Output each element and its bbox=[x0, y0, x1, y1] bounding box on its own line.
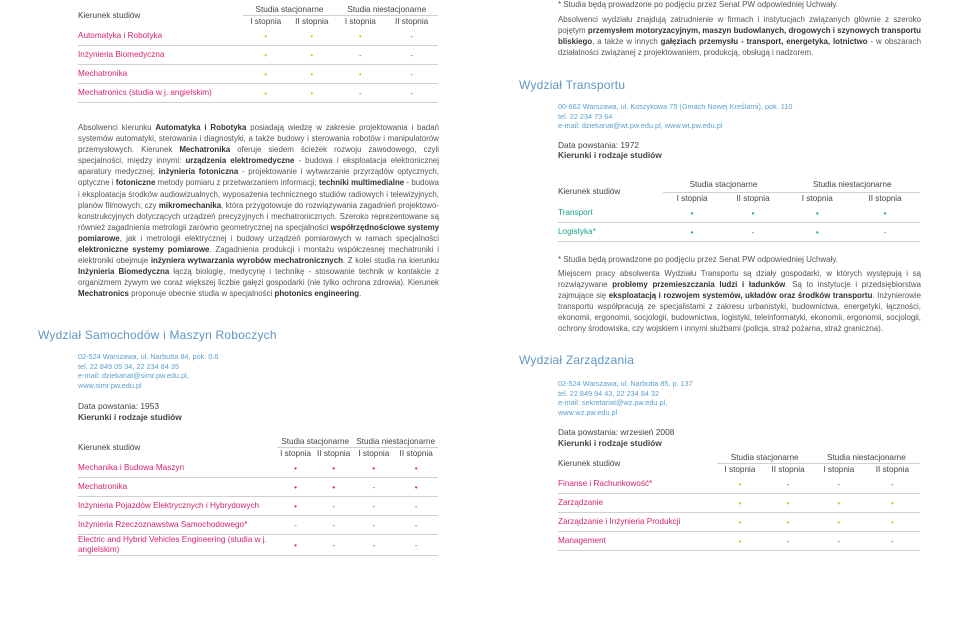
availability-mark: - bbox=[336, 46, 386, 65]
programs-heading: Kierunki i rodzaje studiów bbox=[78, 411, 182, 422]
table-row bbox=[558, 532, 920, 551]
kierunek-header: Kierunek studiów bbox=[558, 459, 621, 468]
table-row bbox=[78, 84, 438, 103]
stopien-header: I stopnia bbox=[250, 17, 282, 26]
stacjonarne-header: Studia stacjonarne bbox=[663, 178, 785, 192]
table-simr-programs bbox=[78, 436, 438, 556]
availability-mark: - bbox=[385, 84, 438, 103]
availability-mark: - bbox=[277, 516, 314, 535]
faculty-title-transport: Wydział Transportu bbox=[519, 78, 626, 92]
availability-mark: • bbox=[717, 513, 764, 532]
table-row bbox=[78, 459, 438, 478]
availability-mark: - bbox=[722, 223, 785, 242]
faculty-info-simr bbox=[78, 352, 438, 422]
stopien-header: II stopnia bbox=[295, 17, 329, 26]
availability-mark: • bbox=[717, 494, 764, 513]
availability-mark: • bbox=[722, 204, 785, 223]
availability-mark: • bbox=[865, 513, 920, 532]
niestacjonarne-header: Studia niestacjonarne bbox=[813, 452, 920, 464]
availability-mark: • bbox=[243, 27, 288, 46]
availability-mark: • bbox=[243, 84, 288, 103]
availability-mark: - bbox=[813, 532, 865, 551]
availability-mark: - bbox=[385, 65, 438, 84]
table-row bbox=[78, 65, 438, 84]
stopien-header: II stopnia bbox=[868, 193, 902, 203]
availability-mark: • bbox=[663, 204, 722, 223]
founding-date: Data powstania: wrzesień 2008 bbox=[558, 427, 675, 438]
availability-mark: • bbox=[394, 459, 438, 478]
table-row bbox=[78, 478, 438, 497]
availability-mark: • bbox=[314, 459, 353, 478]
availability-mark: - bbox=[353, 497, 394, 516]
niestacjonarne-header: Studia niestacjonarne bbox=[784, 178, 920, 192]
niestacjonarne-header: Studia niestacjonarne bbox=[336, 4, 439, 16]
table-row bbox=[558, 494, 920, 513]
availability-mark: • bbox=[277, 478, 314, 497]
stacjonarne-header: Studia stacjonarne bbox=[243, 4, 335, 16]
program-name: Inżynieria Rzeczoznawstwa Samochodowego* bbox=[78, 516, 277, 535]
stopien-header: I stopnia bbox=[358, 449, 390, 458]
program-name: Electric and Hybrid Vehicles Engineering (studia w j. angielskim) bbox=[78, 535, 277, 556]
availability-mark: • bbox=[663, 223, 722, 242]
simr-graduates-description: Absolwenci wydziału znajdują zatrudnienie w firmach i instytucjach związanych głównie z szeroko pojętym przemysłem motoryzacyjnym, maszyn budowlanych, drogowych i szynowych transportu bliskiego, a także w innych gałęziach przemysłu - transport, energetyka, lotnictwo - w obszarach działalności związanej z projektowaniem, produkcją, obsługą i nadzorem. bbox=[558, 15, 922, 58]
senate-note-transport: * Studia będą prowadzone po podjęciu przez Senat PW odpowiedniej Uchwały. bbox=[558, 255, 839, 264]
program-name: Zarządzanie i Inżynieria Produkcji bbox=[558, 513, 717, 532]
program-name: Mechanika i Budowa Maszyn bbox=[78, 459, 277, 478]
program-name: Inżynieria Biomedyczna bbox=[78, 46, 243, 65]
availability-mark: - bbox=[763, 532, 813, 551]
availability-mark: - bbox=[385, 46, 438, 65]
table-row bbox=[78, 497, 438, 516]
table-row bbox=[78, 27, 438, 46]
availability-mark: • bbox=[813, 494, 865, 513]
stacjonarne-header: Studia stacjonarne bbox=[717, 452, 813, 464]
stopien-header: II stopnia bbox=[875, 465, 909, 474]
availability-mark: • bbox=[243, 46, 288, 65]
availability-mark: - bbox=[394, 497, 438, 516]
availability-mark: • bbox=[394, 478, 438, 497]
availability-mark: - bbox=[385, 27, 438, 46]
stopien-header: I stopnia bbox=[280, 449, 312, 458]
stopien-header: I stopnia bbox=[676, 193, 708, 203]
transport-graduates-description: Miejscem pracy absolwenta Wydziału Transportu są działy gospodarki, w których występują i są rozwiązywane problemy przemieszczania ludzi i ładunków. Są to instytucje i przedsiębiorstwa zajmujące się eksploatacją i rozwojem systemów, układów oraz środków transportu. Inżynierowie transportu współpracują ze specjalistami z zakresu urbanistyki, budownictwa, energetyki, łączności, ekonomii, ergonomii, socjologii, budownictwa, logistyki, teleinformatyki, ekonomii, ergonomii, socjologii, ochrony środowiska, czy wojskiem i innymi służbami (policja, straż pożarna, straż graniczna). bbox=[558, 269, 922, 334]
program-name: Finanse i Rachunkowość* bbox=[558, 475, 717, 494]
senate-note-top: * Studia będą prowadzone po podjęciu przez Senat PW odpowiedniej Uchwały. bbox=[558, 0, 839, 9]
availability-mark: • bbox=[865, 494, 920, 513]
stopien-header: II stopnia bbox=[399, 449, 433, 458]
table-transport-programs bbox=[558, 178, 920, 242]
availability-mark: • bbox=[314, 478, 353, 497]
stacjonarne-header: Studia stacjonarne bbox=[277, 436, 353, 448]
availability-mark: • bbox=[763, 494, 813, 513]
availability-mark: - bbox=[353, 516, 394, 535]
availability-mark: - bbox=[314, 535, 353, 556]
program-name: Zarządzanie bbox=[558, 494, 717, 513]
availability-mark: • bbox=[277, 459, 314, 478]
kierunek-header: Kierunek studiów bbox=[558, 186, 621, 196]
stopien-header: I stopnia bbox=[801, 193, 833, 203]
availability-mark: • bbox=[288, 46, 335, 65]
faculty-address: 00-662 Warszawa, ul. Koszykowa 75 (Gmach Nowej Kreślarni), pok. 110 tel. 22 234 73 64 e-mail: dziekanat@wt.pw.edu.pl, www.wt.pw.edu.pl bbox=[558, 102, 793, 131]
table-row bbox=[78, 516, 438, 535]
faculty-info-transport bbox=[558, 102, 928, 160]
faculty-address: 02-524 Warszawa, ul. Narbutta 84, pok. 0.6 tel. 22 849 05 34, 22 234 84 35 e-mail: dziekanat@simr.pw.edu.pl, www.simr.pw.edu.pl bbox=[78, 352, 219, 390]
stopien-header: I stopnia bbox=[344, 17, 376, 26]
availability-mark: - bbox=[763, 475, 813, 494]
availability-mark: • bbox=[243, 65, 288, 84]
availability-mark: - bbox=[353, 535, 394, 556]
availability-mark: • bbox=[784, 204, 850, 223]
faculty-title-management: Wydział Zarządzania bbox=[519, 353, 635, 367]
availability-mark: • bbox=[763, 513, 813, 532]
table-row bbox=[78, 535, 438, 556]
availability-mark: - bbox=[314, 497, 353, 516]
availability-mark: - bbox=[813, 475, 865, 494]
faculty-info-management bbox=[558, 379, 928, 448]
availability-mark: - bbox=[394, 516, 438, 535]
faculty-title-simr: Wydział Samochodów i Maszyn Roboczych bbox=[38, 328, 277, 342]
table-mechatronics-programs bbox=[78, 4, 438, 103]
stopien-header: II stopnia bbox=[736, 193, 770, 203]
table-row bbox=[78, 46, 438, 65]
availability-mark: • bbox=[717, 532, 764, 551]
availability-mark: - bbox=[353, 478, 394, 497]
availability-mark: • bbox=[277, 535, 314, 556]
table-row bbox=[558, 475, 920, 494]
program-name: Mechatronika bbox=[78, 478, 277, 497]
program-name: Mechatronics (studia w j. angielskim) bbox=[78, 84, 243, 103]
availability-mark: • bbox=[277, 497, 314, 516]
availability-mark: • bbox=[288, 65, 335, 84]
availability-mark: - bbox=[865, 532, 920, 551]
availability-mark: • bbox=[784, 223, 850, 242]
availability-mark: - bbox=[336, 84, 386, 103]
program-name: Mechatronika bbox=[78, 65, 243, 84]
program-name: Inżynieria Pojazdów Elektrycznych i Hybrydowych bbox=[78, 497, 277, 516]
stopien-header: I stopnia bbox=[724, 465, 756, 474]
availability-mark: • bbox=[336, 65, 386, 84]
stopien-header: II stopnia bbox=[394, 17, 429, 26]
availability-mark: • bbox=[288, 84, 335, 103]
programs-heading: Kierunki i rodzaje studiów bbox=[558, 437, 662, 448]
founding-date: Data powstania: 1953 bbox=[78, 401, 160, 412]
faculty-address: 02-524 Warszawa, ul. Narbutta 85, p. 137 tel. 22 849 94 43, 22 234 84 32 e-mail: sekretariat@wz.pw.edu.pl, www.wz.pw.edu.pl bbox=[558, 379, 693, 417]
availability-mark: - bbox=[850, 223, 920, 242]
availability-mark: - bbox=[314, 516, 353, 535]
availability-mark: • bbox=[288, 27, 335, 46]
availability-mark: • bbox=[717, 475, 764, 494]
stopien-header: I stopnia bbox=[823, 465, 855, 474]
kierunek-header: Kierunek studiów bbox=[78, 443, 141, 452]
availability-mark: • bbox=[850, 204, 920, 223]
program-name: Automatyka i Robotyka bbox=[78, 27, 243, 46]
program-name: Transport bbox=[558, 204, 663, 223]
availability-mark: • bbox=[336, 27, 386, 46]
niestacjonarne-header: Studia niestacjonarne bbox=[353, 436, 438, 448]
availability-mark: • bbox=[813, 513, 865, 532]
founding-date: Data powstania: 1972 bbox=[558, 139, 640, 150]
program-name: Logistyka* bbox=[558, 223, 663, 242]
availability-mark: • bbox=[353, 459, 394, 478]
table-management-programs bbox=[558, 452, 920, 551]
program-name: Management bbox=[558, 532, 717, 551]
stopien-header: II stopnia bbox=[771, 465, 805, 474]
stopien-header: II stopnia bbox=[317, 449, 351, 458]
programs-heading: Kierunki i rodzaje studiów bbox=[558, 150, 662, 161]
kierunek-header: Kierunek studiów bbox=[78, 11, 141, 20]
table-row bbox=[558, 223, 920, 242]
table-row bbox=[558, 513, 920, 532]
table-row bbox=[558, 204, 920, 223]
mechatronics-description: Absolwenci kierunku Automatyka i Robotyka posiadają wiedzę w zakresie projektowania i badań systemów automatyki, sterowania i diagnostyki, a także budowy i sterowania robotów i manipulatorów przemysłowych. Kierunek Mechatronika oferuje siedem ścieżek rozwoju zawodowego, czyli specjalności, między innymi: urządzenia elektromedyczne - budowa i eksploatacja elektronicznej aparatury medycznej; inżynieria fotoniczna - projektowanie i wytwarzanie przyrządów optycznych, optyczne i fotoniczne metody pomiaru z przetwarzaniem informacji; techniki multimedialne - budowa i eksploatacja środków audiowizualnych, wyposażenia technicznego studiów radiowych i telewizyjnych, planów filmowych; czy mikromechanika, która przygotowuje do rozwiązywania zagadnień projektowo-konstrukcyjnych dotyczących urządzeń precyzyjnych i mechatronicznych. Szeroko reprezentowane są również zagadnienia metrologii zarówno geometrycznej na specjalności współrzędnościowe systemy pomiarowe, jak i metrologii elektrycznej i budowy urządzeń pomiarowych w ramach specjalności elektroniczne systemy pomiarowe. Zagadnienia produkcji i montażu współczesnej mechatroniki i elektroniki obejmuje inżyniera wytwarzania wyrobów mechatronicznych. Z kolei studia na kierunku Inżynieria Biomedyczna łączą biologię, medycynę i technikę - stosowanie technik w kontakcie z organizmem żywym we coraz większej liczbie gałęzi gospodarki (nie tylko ochrona zdrowia). Kierunek Mechatronics proponuje obecnie studia w specjalności photonics engineering. bbox=[78, 123, 440, 299]
availability-mark: - bbox=[865, 475, 920, 494]
availability-mark: - bbox=[394, 535, 438, 556]
